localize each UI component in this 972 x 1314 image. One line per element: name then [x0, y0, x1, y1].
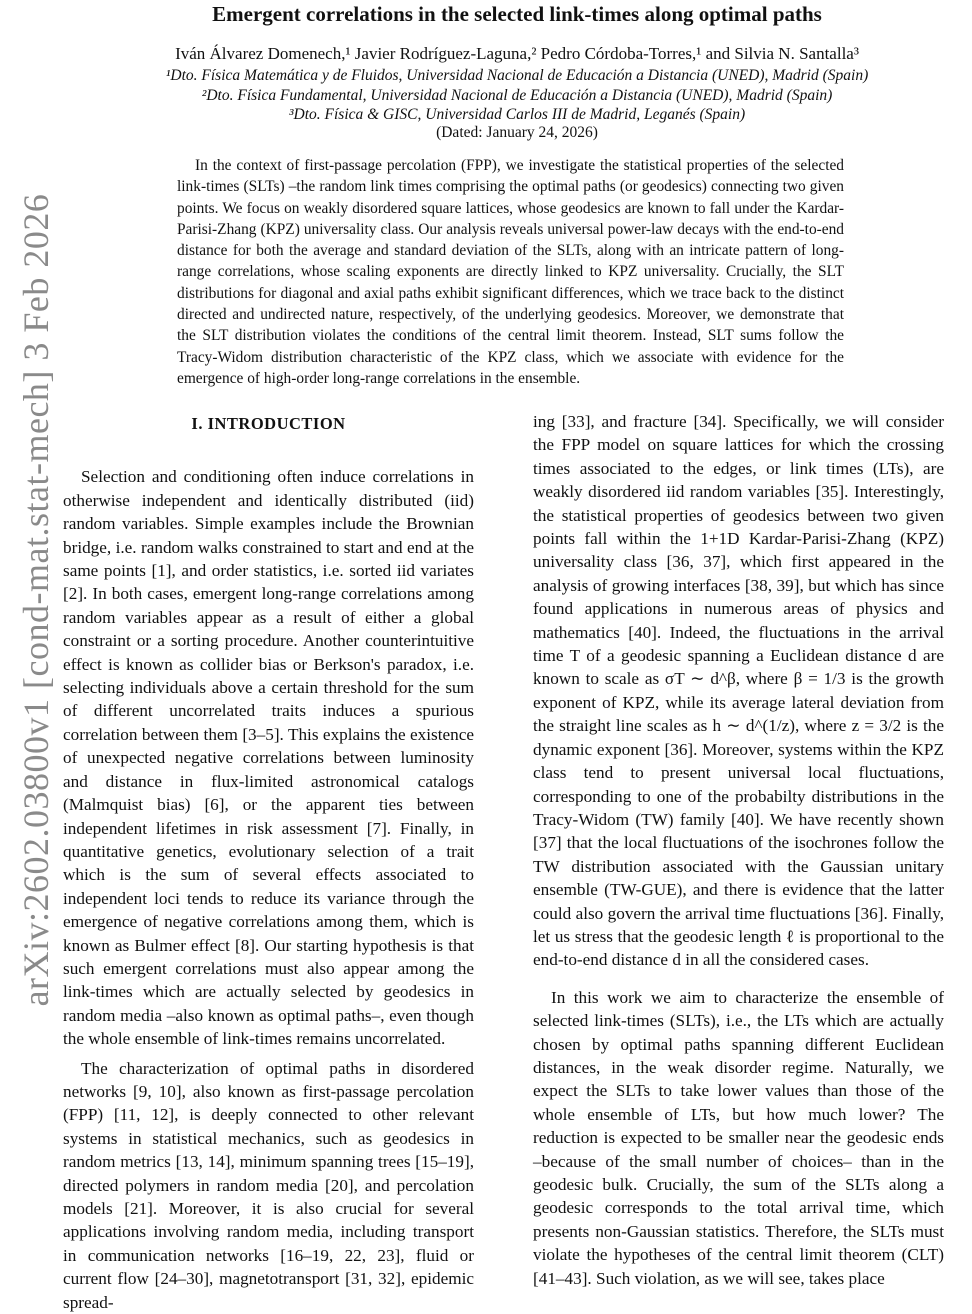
intro-paragraph-4: In this work we aim to characterize the ensemble of selected link-times (SLTs), i.e., the LTs which are actually chosen by optimal paths spanning different Euclidean distances, in the weak disorder regime. Naturally, we expect the SLTs to take lower values than those of the whole ensemble of LTs, but how much lower? The reduction is expected to be smaller near the geodesic ends –because of the small number of choices– than in the geodesic bulk. Crucially, the sum of the SLTs along a geodesic corresponds to the total arrival time, which presents non-Gaussian statistics. Therefore, the SLTs must violate the hypotheses of the central limit theorem (CLT) [41–43]. Such violation, as we will see, takes place [533, 987, 944, 1288]
arxiv-sidebar [0, 0, 62, 1200]
affiliation-2: ²Dto. Física Fundamental, Universidad Nacional de Educación a Distancia (UNED), Madrid (Spain) [201, 87, 833, 104]
arxiv-identifier[interactable]: arXiv:2602.03800v1 [cond-mat.stat-mech] 3 Feb 2026 [16, 193, 56, 1007]
date-line: (Dated: January 24, 2026) [436, 124, 598, 141]
section-heading-introduction: I. INTRODUCTION [191, 414, 346, 433]
abstract-text: In the context of first-passage percolation (FPP), we investigate the statistical properties of the selected link-times (SLTs) –the random link times comprising the optimal paths (or geodesics) connecting two given points. We focus on weakly disordered square lattices, whose geodesics are known to fall under the Kardar-Parisi-Zhang (KPZ) universality class. Our analysis reveals universal power-law decays with the end-to-end distance for both the average and standard deviation of the SLTs, along with an intricate pattern of long-range correlations, whose scaling exponents are directly linked to KPZ universality. Crucially, the SLT distributions for diagonal and axial paths exhibit significant differences, which we trace back to the distinct directed and undirected nature, respectively, of the underlying geodesics. Moreover, we demonstrate that the SLT distribution violates the conditions of the central limit theorem. Instead, SLT sums follow the Tracy-Widom distribution characteristic of the KPZ class, which we associate with evidence for the emergence of high-order long-range correlations in the ensemble. [177, 157, 844, 387]
left-column [63, 410, 474, 1314]
right-column [533, 410, 944, 1290]
intro-paragraph-3: ing [33], and fracture [34]. Specifically, we will consider the FPP model on square lattices for which the crossing times associated to the edges, or link times (LTs), are weakly disordered iid random variables [35]. Interestingly, the statistical properties of geodesics between two given points fall within the 1+1D Kardar-Parisi-Zhang (KPZ) universality class [36, 37], which first appeared in the analysis of growing interfaces [38, 39], but which has since found applications in numerous areas of physics and mathematics [40]. Indeed, the fluctuations in the arrival time T of a geodesic spanning a Euclidean distance d are known to scale as σT ∼ d^β, where β = 1/3 is the growth exponent of KPZ, while its average lateral deviation from the straight line scales as h ∼ d^(1/z), where z = 3/2 is the dynamic exponent [36]. Moreover, systems within the KPZ class tend to present universal local fluctuations, corresponding to one of the probabilty distributions in the Tracy-Widom (TW) family [40]. We have recently shown [37] that the local fluctuations of the isochrones follow the TW distribution associated with the Gaussian unitary ensemble (TW-GUE), and there is evidence that the latter could also govern the arrival time fluctuations [36]. Finally, let us stress that the geodesic length ℓ is proportional to the end-to-end distance d in all the considered cases. [533, 412, 944, 970]
abstract [177, 155, 844, 389]
author-list: Iván Álvarez Domenech,¹ Javier Rodríguez-Laguna,² Pedro Córdoba-Torres,¹ and Silvia N. Santalla³ [175, 44, 859, 63]
intro-paragraph-2: The characterization of optimal paths in disordered networks [9, 10], also known as first-passage percolation (FPP) [11, 12], is deeply connected to other relevant systems in statistical mechanics, such as geodesics in random metrics [13, 14], minimum spanning trees [15–19], directed polymers in random media [20], and percolation models [21]. Moreover, it is also crucial for several applications involving random media, including transport in communication networks [16–19, 22, 23], fluid or current flow [24–30], magnetotransport [31, 32], epidemic spread- [63, 1058, 474, 1312]
intro-paragraph-1: Selection and conditioning often induce correlations in otherwise independent and identically distributed (iid) random variables. Simple examples include the Brownian bridge, i.e. random walks constrained to start and end at the same points [1], and order statistics, i.e. sorted iid variates [2]. In both cases, emergent long-range correlations among random variables appear as a result of either a global constraint or a sorting procedure. Another counterintuitive effect is known as collider bias or Berkson's paradox, i.e. selecting individuals above a certain threshold for the sum of different uncorrelated traits induces a spurious correlation between them [3–5]. This explains the existence of unexpected negative correlations between luminosity and distance in flux-limited astronomical catalogs (Malmquist bias) [6], or the apparent ties between independent lifetimes in risk assessment [7]. Finally, in quantitative genetics, evolutionary selection of a trait which is the sum of several effects associated to independent loci tends to reduce its variance through the emergence of negative correlations among them, which is known as Bulmer effect [8]. Our starting hypothesis is that such emergent correlations must also appear among the link-times which are actually selected by geodesics in random media –also known as optimal paths–, even though the whole ensemble of link-times remains uncorrelated. [63, 467, 474, 1049]
affiliation-3: ³Dto. Física & GISC, Universidad Carlos III de Madrid, Leganés (Spain) [288, 106, 746, 123]
affiliation-1: ¹Dto. Física Matemática y de Fluidos, Universidad Nacional de Educación a Distancia (UNED), Madrid (Spain) [165, 67, 869, 84]
paper-title: Emergent correlations in the selected link-times along optimal paths [212, 2, 822, 26]
